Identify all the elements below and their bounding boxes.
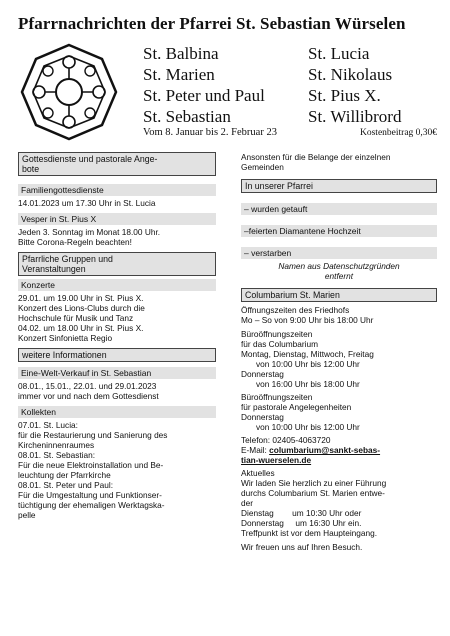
subheader-getauft: – wurden getauft: [241, 203, 437, 215]
konzerte-line: 04.02. um 18.00 Uhr in St. Pius X.: [18, 323, 144, 333]
kollekten-line: pelle: [18, 510, 36, 520]
kollekten-line: Für die Umgestaltung und Funktionser-: [18, 490, 162, 500]
subheader-konzerte: Konzerte: [18, 279, 216, 291]
aktuelles-line: Aktuelles: [241, 468, 275, 478]
aktuelles-line: Donnerstag um 16:30 Uhr ein.: [241, 518, 362, 528]
telefon-line: Telefon: 02405-4063720: [241, 435, 331, 445]
kollekten-line: tüchtigung der ehemaligen Werktagska-: [18, 500, 165, 510]
church-name: St. Nikolaus: [308, 65, 393, 84]
section-header-weitere: weitere Informationen: [18, 348, 216, 362]
section-header-gottesdienste: [18, 152, 216, 176]
church-name: St. Willibrord: [308, 107, 402, 126]
buero-line: für pastorale Angelegenheiten: [241, 402, 352, 412]
email-label: E-Mail:: [241, 445, 267, 455]
section-header-columbarium: Columbarium St. Marien: [241, 288, 437, 302]
subheader-eine-welt: Eine-Welt-Verkauf in St. Sebastian: [18, 367, 216, 379]
buero-line: Büroöffnungszeiten: [241, 329, 313, 339]
konzerte-line: Konzert des Lions-Clubs durch die: [18, 303, 145, 313]
parish-logo-icon: [19, 42, 119, 142]
kollekten-line: 08.01. St. Peter und Paul:: [18, 480, 114, 490]
header-line: bote: [22, 164, 40, 174]
aktuelles-line: Dienstag um 10:30 Uhr oder: [241, 508, 362, 518]
email-link[interactable]: columbarium@sankt-sebas-: [269, 445, 381, 455]
left-column: [18, 152, 216, 520]
buero-time: von 10:00 Uhr bis 12:00 Uhr: [256, 359, 360, 369]
aktuelles-line: Treffpunkt ist vor dem Haupteingang.: [241, 528, 378, 538]
vesper-line: Jeden 3. Sonntag im Monat 18.00 Uhr.: [18, 227, 161, 237]
kollekten-line: Für die neue Elektroinstallation und Be-: [18, 460, 164, 470]
oeffnung-line: Mo – So von 9:00 Uhr bis 18:00 Uhr: [241, 315, 374, 325]
kollekten-line: 08.01. St. Sebastian:: [18, 450, 96, 460]
kollekten-line: Kircheninnenraumes: [18, 440, 95, 450]
buero-time: von 10:00 Uhr bis 12:00 Uhr: [256, 422, 360, 432]
email-link-continued[interactable]: tian-wuerselen.de: [241, 455, 312, 465]
buero-time: von 16:00 Uhr bis 18:00 Uhr: [256, 379, 360, 389]
right-column: [241, 152, 437, 552]
datenschutz-line: entfernt: [324, 271, 354, 281]
church-name: St. Marien: [143, 65, 215, 84]
closing-line: Wir freuen uns auf Ihren Besuch.: [241, 542, 363, 552]
church-name: St. Lucia: [308, 44, 370, 63]
subheader-hochzeit: –feierten Diamantene Hochzeit: [241, 225, 437, 237]
date-range: Vom 8. Januar bis 2. Februar 23: [143, 127, 277, 138]
church-name: St. Pius X.: [308, 86, 381, 105]
header-line: Veranstaltungen: [22, 264, 86, 274]
konzerte-line: Hochschule für Musik und Tanz: [18, 313, 134, 323]
eine-welt-line: 08.01., 15.01., 22.01. und 29.01.2023: [18, 381, 157, 391]
oeffnung-line: Öffnungszeiten des Friedhofs: [241, 305, 350, 315]
vesper-line: Bitte Corona-Regeln beachten!: [18, 237, 132, 247]
kollekten-line: für die Restaurierung und Sanierung des: [18, 430, 168, 440]
buero-line: für das Columbarium: [241, 339, 319, 349]
church-name: St. Balbina: [143, 44, 219, 63]
subheader-vesper: Vesper in St. Pius X: [18, 213, 216, 225]
datenschutz-line: Namen aus Datenschutzgründen: [278, 261, 400, 271]
church-name: St. Sebastian: [143, 107, 231, 126]
subheader-verstarben: – verstarben: [241, 247, 437, 259]
header-line: Pfarrliche Gruppen und: [22, 254, 113, 264]
church-name: St. Peter und Paul: [143, 86, 265, 105]
subheader-familiengottesdienste: Familiengottesdienste: [18, 184, 216, 196]
konzerte-line: Konzert Sinfonietta Regio: [18, 333, 113, 343]
aktuelles-line: Wir laden Sie herzlich zu einer Führung: [241, 478, 387, 488]
cost-label: Kostenbeitrag 0,30€: [360, 128, 438, 138]
section-header-gruppen: [18, 252, 216, 276]
buero-line: Montag, Dienstag, Mittwoch, Freitag: [241, 349, 374, 359]
intro-line: Gemeinden: [241, 162, 284, 172]
buero-line: Donnerstag: [241, 412, 284, 422]
email-line: [241, 445, 437, 455]
page-title: Pfarrnachrichten der Pfarrei St. Sebastian Würselen: [18, 14, 406, 33]
eine-welt-line: immer vor und nach dem Gottesdienst: [18, 391, 159, 401]
buero-line: Büroöffnungszeiten: [241, 392, 313, 402]
kollekten-line: leuchtung der Pfarrkirche: [18, 470, 111, 480]
kollekten-line: 07.01. St. Lucia:: [18, 420, 78, 430]
subheader-kollekten: Kollekten: [18, 406, 216, 418]
aktuelles-line: durchs Columbarium St. Marien entwe-: [241, 488, 385, 498]
familien-text: 14.01.2023 um 17.30 Uhr in St. Lucia: [18, 198, 156, 208]
aktuelles-line: der: [241, 498, 253, 508]
header-line: Gottesdienste und pastorale Ange-: [22, 154, 158, 164]
konzerte-line: 29.01. um 19.00 Uhr in St. Pius X.: [18, 293, 144, 303]
section-header-pfarrei: In unserer Pfarrei: [241, 179, 437, 193]
buero-day: Donnerstag: [241, 369, 284, 379]
intro-line: Ansonsten für die Belange der einzelnen: [241, 152, 391, 162]
